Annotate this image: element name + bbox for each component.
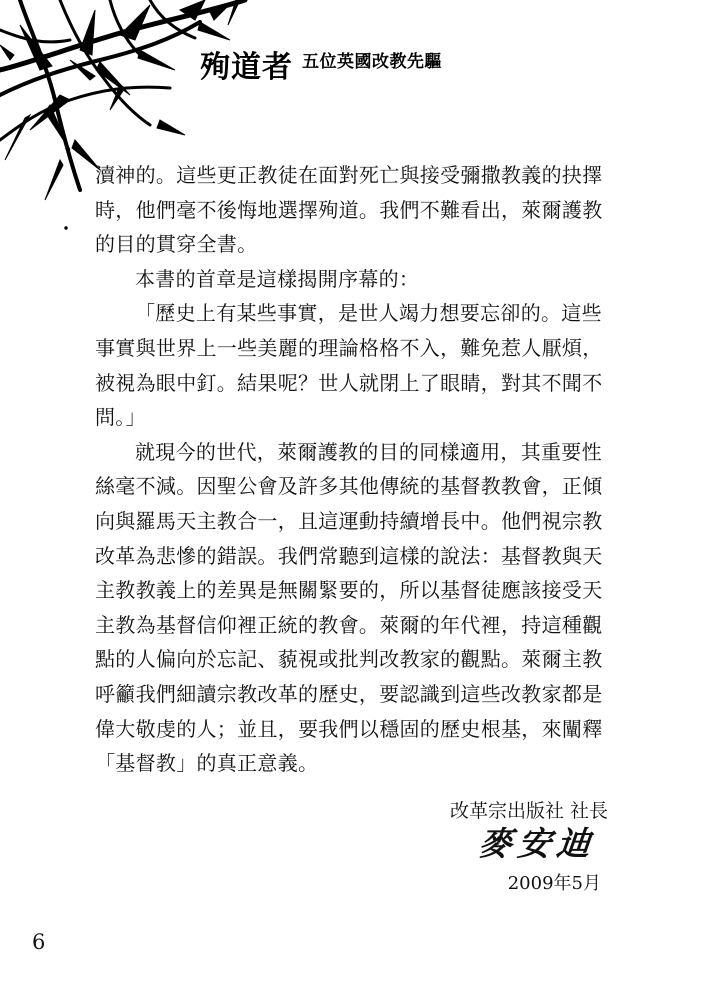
text-line: 改革為悲慘的錯誤。我們常聽到這樣的說法：基督教與天 <box>95 543 603 568</box>
text-line: 「基督教」的真正意義。 <box>95 751 319 776</box>
text-line: 本書的首章是這樣揭開序幕的： <box>135 266 420 291</box>
text-line: 的目的貫穿全書。 <box>95 232 258 257</box>
body-text <box>95 158 615 781</box>
text-line: 瀆神的。這些更正教徒在面對死亡與接受彌撒教義的抉擇 <box>95 163 603 187</box>
signature-name: 麥安迪 <box>476 824 598 863</box>
text-line: 被視為眼中釘。結果呢？世人就閉上了眼睛，對其不聞不 <box>95 370 603 395</box>
text-line: 問。」 <box>95 405 146 430</box>
text-line: 絲毫不減。因聖公會及許多其他傳統的基督教教會，正傾 <box>95 474 603 499</box>
signature-date: 2009年5月 <box>507 873 601 894</box>
book-title: 殉道者 <box>200 50 293 85</box>
text-line: 就現今的世代，萊爾護教的目的同樣適用，其重要性 <box>135 439 602 464</box>
signature-organization: 改革宗出版社 社長 <box>449 800 608 822</box>
text-line: 點的人偏向於忘記、藐視或批判改教家的觀點。萊爾主教 <box>95 647 603 672</box>
text-line: 「歷史上有某些事實，是世人竭力想要忘卻的。這些 <box>135 301 602 326</box>
text-line: 向與羅馬天主教合一，且這運動持續增長中。他們視宗教 <box>95 508 603 533</box>
text-line: 偉大敬虔的人；並且，要我們以穩固的歷史根基，來闡釋 <box>95 716 603 741</box>
text-line: 主教為基督信仰裡正統的教會。萊爾的年代裡，持這種觀 <box>95 612 603 637</box>
text-line: 事實與世界上一些美麗的理論格格不入，難免惹人厭煩， <box>95 335 603 360</box>
book-subtitle: 五位英國改教先驅 <box>302 52 442 72</box>
text-line: 呼籲我們細讀宗教改革的歷史，要認識到這些改教家都是 <box>95 681 603 706</box>
text-line: 時，他們毫不後悔地選擇殉道。我們不難看出，萊爾護教 <box>95 197 603 222</box>
text-line: 主教教義上的差異是無關緊要的，所以基督徒應該接受天 <box>95 578 603 603</box>
page-number: 6 <box>32 930 46 954</box>
